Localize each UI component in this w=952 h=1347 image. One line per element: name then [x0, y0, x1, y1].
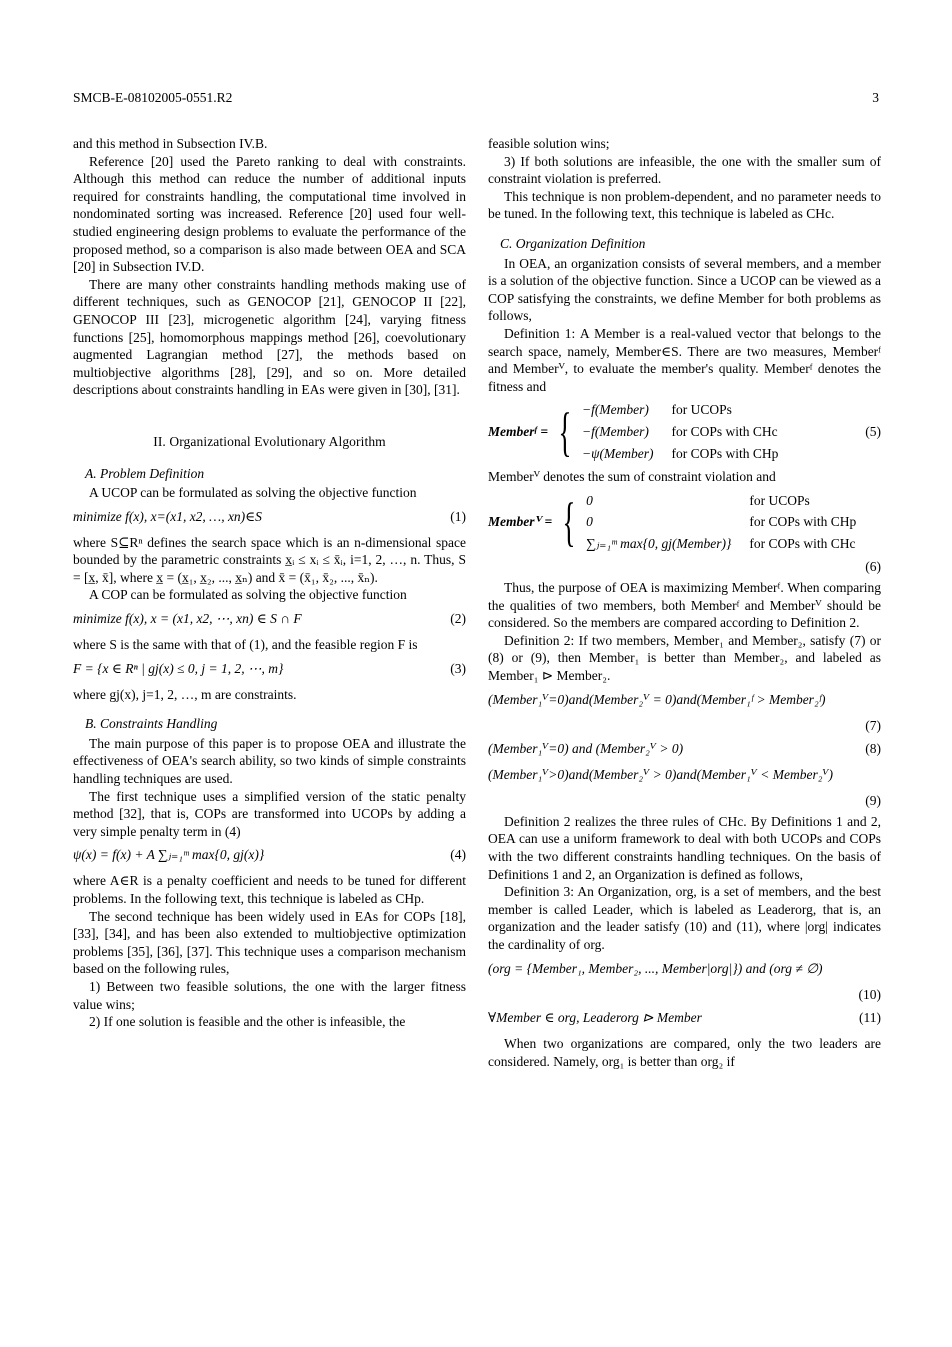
case-condition: for UCOPs	[749, 492, 810, 508]
paragraph: The main purpose of this paper is to propose OEA and illustrate the effectiveness of OEA's search ability, so two kinds of simple constraints handling techniques are used.	[73, 735, 466, 787]
equation-cases	[582, 401, 778, 462]
equation-10	[488, 960, 881, 980]
paragraph: The first technique uses a simplified version of the static penalty method [32], that is, COPs are transformed into UCOPs by adding a very simple penalty term in (4)	[73, 788, 466, 839]
brace: {	[558, 401, 572, 462]
equation-4	[73, 846, 466, 866]
paragraph: where gj(x), j=1, 2, …, m are constraints.	[73, 686, 297, 702]
definition: Definition 3: An Organization, org, is a set of members, and the best member is called Leader, which is labeled as Leaderorg, that is, an organization and the leader satisfy (10) and (11), where |org| indicates the cardinality of org.	[488, 884, 881, 952]
paragraph: This technique is non problem-dependent, and no parameter needs to be tuned. In the following text, this technique is labeled as CHc.	[488, 188, 881, 222]
equation-number: (5)	[865, 423, 881, 439]
paragraph: There are many other constraints handling methods making use of different techniques, such as GENOCOP [21], GENOCOP II [22], GENOCOP III [23], microgenetic algorithm [24], varying fitness functions [25], homomorphous mappings method [26], coevolutionary augmented Lagrangian method [27], the methods based on multiobjective algorithms [28], [29], and so on. More detailed descriptions about constraints handling in EAs were given in [30], [31].	[73, 276, 466, 398]
case-value: 0	[586, 492, 593, 508]
case-condition: for COPs with CHp	[749, 514, 857, 530]
equation-number: (4)	[450, 847, 466, 863]
equation-body: (Member₁ⱽ=0) and (Member₂ⱽ > 0)	[488, 741, 684, 757]
equation-number: (10)	[858, 986, 881, 1002]
definition: Definition 2: If two members, Member₁ and Member₂, satisfy (7) or (8) or (9), then Member₁ is better than Member₂, and labeled as Member₁ ⊳ Member₂.	[488, 632, 881, 684]
equation-body: (Member₁ⱽ=0)and(Member₂ⱽ = 0)and(Member₁ᶠ > Member₂ᶠ)	[488, 691, 826, 707]
definition: Definition 1: A Member is a real-valued vector that belongs to the search space, namely, Member∈S. There are two measures, Memberᶠ and Memberⱽ, to evaluate the member's quality. Memberᶠ denotes the fitness and	[488, 325, 881, 394]
brace: {	[562, 492, 576, 553]
paragraph: and this method in Subsection IV.B.	[73, 136, 268, 151]
case-condition: for COPs with CHc	[749, 535, 856, 551]
left-column	[73, 135, 466, 1031]
case-value: ∑ⱼ₌₁ᵐ max{0, gj(Member)}	[586, 535, 732, 551]
paragraph: where S is the same with that of (1), and the feasible region F is	[73, 637, 418, 653]
case-condition: for COPs with CHc	[671, 423, 778, 439]
equation-body: (Member₁ⱽ>0)and(Member₂ⱽ > 0)and(Member₁ⱽ < Member₂ⱽ)	[488, 767, 834, 783]
list-item: 3) If both solutions are infeasible, the one with the smaller sum of constraint violation is preferred.	[488, 153, 881, 187]
equation-number: (7)	[865, 717, 881, 733]
paragraph: Definition 2 realizes the three rules of CHc. By Definitions 1 and 2, OEA can use a uniform framework to deal with both UCOPs and COPs with the two different constraints handling techniques. On the basis of Definitions 1 and 2, an Organization is defined as follows,	[488, 813, 881, 882]
equation-body: minimize f(x), x=(x1, x2, …, xn)∈S	[73, 508, 262, 524]
equation-number: (1)	[450, 508, 466, 524]
running-head: SMCB-E-08102005-0551.R2	[73, 90, 233, 105]
equation-cases	[586, 492, 856, 553]
equation-number: (8)	[865, 741, 881, 757]
equation-3	[73, 660, 466, 680]
paragraph: A COP can be formulated as solving the objective function	[89, 587, 407, 603]
equation-9	[488, 766, 881, 786]
equation-body: minimize f(x), x = (x1, x2, ⋯, xn) ∈ S ∩ F	[73, 611, 302, 627]
equation-number: (3)	[450, 660, 466, 676]
equation-8	[488, 740, 881, 760]
paragraph: Thus, the purpose of OEA is maximizing Memberᶠ. When comparing the qualities of two members, both Memberᶠ and Memberⱽ should be considered. So the members are compared according to Definition 2.	[488, 580, 881, 631]
case-value: −f(Member)	[582, 402, 649, 418]
subsection-title: A. Problem Definition	[85, 465, 205, 481]
paragraph: where S⊆Rⁿ defines the search space which is an n-dimensional space bounded by the parametric constraints x̲ᵢ ≤ xᵢ ≤ x̄ᵢ, i=1, 2, …, n. Thus, S = [x̲, x̄], where x̲ = (x̲₁, x̲₂, ..., x̲ₙ) and x̄ = (x̄₁, x̄₂, ..., x̄ₙ).	[73, 534, 466, 585]
equation-number: (9)	[865, 793, 881, 809]
equation-number: (2)	[450, 611, 466, 627]
subsection-title: C. Organization Definition	[500, 235, 646, 251]
list-item: 1) Between two feasible solutions, the one with the larger fitness value wins;	[73, 978, 466, 1012]
equation-lhs: Memberⱽ =	[488, 514, 553, 530]
case-condition: for COPs with CHp	[671, 445, 779, 461]
paragraph: feasible solution wins;	[488, 136, 610, 151]
paragraph: A UCOP can be formulated as solving the objective function	[89, 485, 417, 501]
equation-body: (org = {Member₁, Member₂, ..., Member|org|}) and (org ≠ ∅)	[488, 960, 823, 976]
equation-number: (6)	[865, 559, 881, 575]
paragraph: where A∈R is a penalty coefficient and needs to be tuned for different problems. In the following text, this technique is labeled as CHp.	[73, 873, 466, 906]
case-value: 0	[586, 514, 593, 530]
equation-2	[73, 610, 466, 630]
equation-number: (11)	[859, 1010, 881, 1026]
equation-1	[73, 508, 466, 528]
list-item: 2) If one solution is feasible and the other is infeasible, the	[89, 1014, 406, 1030]
equation-5	[488, 401, 881, 462]
paragraph: Memberⱽ denotes the sum of constraint violation and	[488, 469, 776, 485]
paragraph: The second technique has been widely used in EAs for COPs [18], [33], [34], and has been also extended to multiobjective optimization problems [35], [36], [37]. This technique uses a comparison mechanism based on the following rules,	[73, 908, 466, 977]
equation-body: ψ(x) = f(x) + A ∑ⱼ₌₁ᵐ max{0, gj(x)}	[73, 847, 265, 863]
section-title: II. Organizational Evolutionary Algorithm	[153, 433, 386, 449]
case-value: −ψ(Member)	[582, 445, 654, 461]
paragraph: When two organizations are compared, only the two leaders are considered. Namely, org₁ is better than org₂ if	[488, 1036, 881, 1069]
case-condition: for UCOPs	[671, 402, 732, 418]
equation-body: F = {x ∈ Rⁿ | gj(x) ≤ 0, j = 1, 2, ⋯, m}	[73, 660, 284, 676]
equation-body: ∀Member ∈ org, Leaderorg ⊳ Member	[488, 1010, 702, 1026]
equation-11	[488, 1009, 881, 1029]
equation-lhs: Memberᶠ =	[488, 423, 549, 439]
subsection-title: B. Constraints Handling	[85, 716, 218, 732]
paragraph: Reference [20] used the Pareto ranking to deal with constraints. Although this method can reduce the number of additional inputs required for constraints handling, the computational time involved in nondominated sorting was increased. Reference [20] used four well-studied engineering design problems to evaluate the performance of the proposed method, so a comparison is also made between OEA and SCA [20] in Subsection IV.D.	[73, 153, 466, 275]
paragraph: In OEA, an organization consists of several members, and a member is a solution of the objective function. Since a UCOP can be viewed as a COP satisfying the constraints, we define Member for both problems as follows,	[488, 255, 881, 324]
right-column	[488, 135, 881, 1070]
equation-6	[488, 492, 881, 553]
page-number: 3	[872, 90, 879, 105]
case-value: −f(Member)	[582, 423, 649, 439]
equation-7	[488, 691, 881, 711]
